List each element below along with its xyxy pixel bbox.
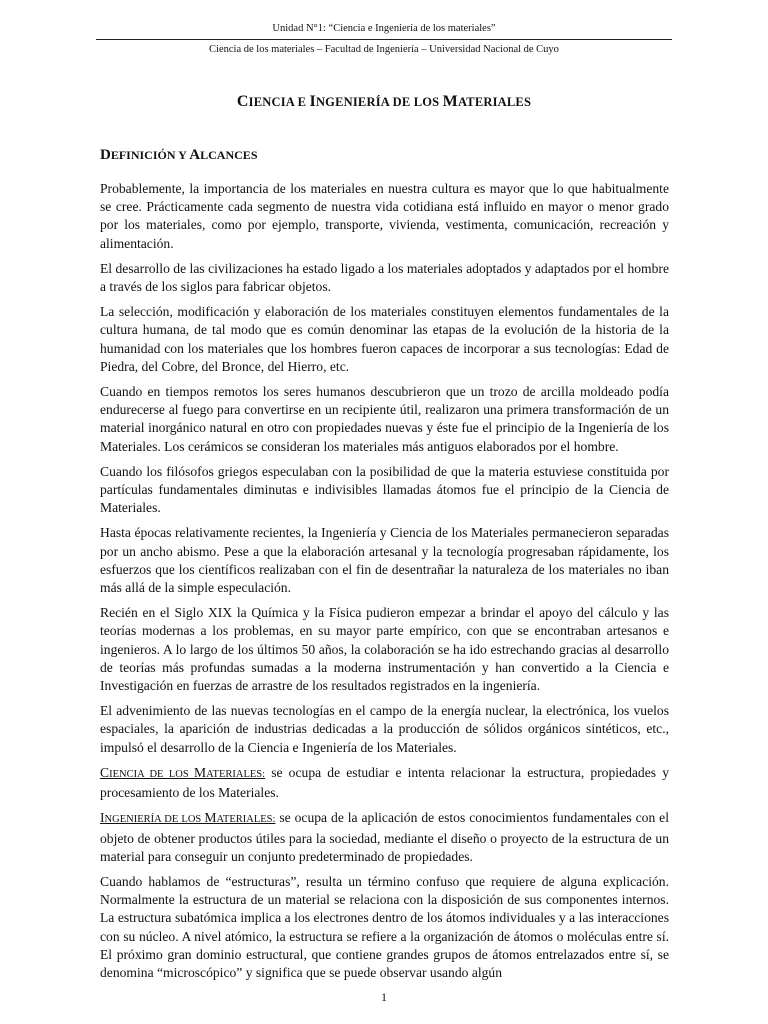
section-rest-1: EFINICIÓN Y — [110, 148, 190, 162]
title-initial-1: C — [236, 93, 249, 110]
paragraph: La selección, modificación y elaboración de los materiales constituyen elementos fundamentales de la cultura humana, de tal modo que es común denominar las etapas de la evolución de la historia de la humanidad con los materiales que los hombres fueron capaces de incorporar a sus tecnologías: Edad de Piedra, del Cobre, del Bronce, del Hierro, etc. — [100, 304, 669, 374]
term-ciencia — [100, 765, 265, 780]
header-faculty-line: Ciencia de los materiales – Facultad de Ingeniería – Universidad Nacional de Cuyo — [209, 44, 559, 55]
title-initial-5: M — [442, 93, 458, 110]
definition-ingenieria-text: se ocupa de la aplicación de estos conocimientos fundamentales con el objeto de obtener productos útiles para la sociedad, mediante el diseño o proyecto de la estructura de un material para conseguir un conjunto predeterminado de propiedades. — [100, 810, 669, 864]
term-ciencia-initial-1: C — [100, 764, 110, 780]
title-word-4: DE LOS — [389, 95, 443, 109]
term-ingenieria-rest-2: ATERIALES: — [216, 814, 276, 826]
paragraph: Hasta épocas relativamente recientes, la Ingeniería y Ciencia de los Materiales permanecieron separadas por un ancho abismo. Pese a que la elaboración artesanal y la tecnología progresaban rápidamente, los esfuerzos que los científicos realizaban con el fin de desentrañar la naturaleza de los materiales no iban más allá de la simple especulación. — [100, 525, 669, 596]
document-title — [96, 93, 672, 111]
definition-ingenieria — [100, 809, 669, 866]
term-ingenieria-rest-1: NGENIERÍA DE LOS — [104, 814, 205, 826]
body-text — [100, 180, 669, 989]
term-ciencia-rest-2: ATERIALES: — [206, 768, 266, 780]
title-initial-3: I — [309, 93, 316, 110]
paragraph: Probablemente, la importancia de los materiales en nuestra cultura es mayor que lo que habitualmente se cree. Prácticamente cada segmento de nuestra vida cotidiana está influido en mayor o menor grado por los materiales, como por ejemplo, transporte, vivienda, vestimenta, comunicación, recreación y alimentación. — [100, 181, 669, 251]
page-number: 1 — [381, 990, 387, 1004]
title-word-2: E — [294, 95, 310, 109]
paragraph: Cuando en tiempos remotos los seres humanos descubrieron que un trozo de arcilla moldeado podía endurecerse al fuego para convertirse en un recipiente útil, realizaron una primera transformación de un material inorgánico natural en otro con propiedades nuevas y éste fue el principio de la Ingeniería de los Materiales. Los cerámicos se consideran los materiales más antiguos elaborados por el hombre. — [100, 384, 669, 454]
paragraph: Recién en el Siglo XIX la Química y la Física pudieron empezar a brindar el apoyo del cálculo y las teorías modernas a los problemas, en su mayor parte empírico, con que se encontraban artesanos e ingenieros. A lo largo de los últimos 50 años, la colaboración se ha ido estrechando gracias al desarrollo de teorías más profundas sumadas a la moderna instrumentación y han convertido a la Ciencia e Investigación en fuerzas de arrastre de los resultados registrados en la ingeniería. — [100, 605, 669, 694]
title-rest-5: ATERIALES — [457, 95, 532, 109]
term-ingenieria — [100, 810, 275, 825]
running-header — [96, 22, 672, 57]
title-rest-3: NGENIERÍA — [315, 95, 390, 109]
title-rest-1: IENCIA — [248, 95, 295, 109]
paragraph: Cuando los filósofos griegos especulaban con la posibilidad de que la materia estuviese constituida por partículas fundamentales diminutas e indivisibles llamadas átomos fue el principio de la Ciencia de Materiales. — [100, 463, 669, 516]
term-ciencia-initial-2: M — [194, 764, 207, 780]
paragraph: Cuando hablamos de “estructuras”, resulta un término confuso que requiere de alguna explicación. Normalmente la estructura de un material se relaciona con la disposición de sus componentes internos. La estructura subatómica implica a los electrones dentro de los átomos individuales y a las interacciones con su núcleo. A nivel atómico, la estructura se refiere a la organización de átomos o moléculas entre sí. El próximo gran dominio estructural, que contiene grandes grupos de átomos entrelazados entre sí, se denomina “microscópico” y significa que se puede observar usando algún — [100, 873, 669, 980]
definition-ciencia — [100, 764, 669, 802]
header-unit-line: Unidad N°1: “Ciencia e Ingeniería de los materiales” — [272, 23, 496, 34]
section-initial-2: A — [189, 147, 201, 163]
section-initial-1: D — [100, 147, 111, 163]
paragraph: El advenimiento de las nuevas tecnologías en el campo de la energía nuclear, la electrónica, los vuelos espaciales, la aparición de industrias dedicadas a la producción de sólidos orgánicos sintéticos, etc., impulsó el desarrollo de la Ciencia e Ingeniería de los Materiales. — [100, 703, 669, 755]
section-rest-2: LCANCES — [200, 148, 258, 162]
definition-ciencia-text: se ocupa de estudiar e intenta relacionar la estructura, propiedades y procesamiento de los Materiales. — [100, 764, 669, 801]
term-ingenieria-initial-1: I — [100, 810, 105, 826]
paragraph: El desarrollo de las civilizaciones ha estado ligado a los materiales adoptados y adaptados por el hombre a través de los siglos para fabricar objetos. — [100, 260, 669, 295]
term-ciencia-rest-1: IENCIA DE LOS — [109, 768, 195, 780]
header-rule — [96, 39, 672, 40]
term-ingenieria-initial-2: M — [204, 810, 217, 826]
section-heading — [100, 147, 258, 164]
